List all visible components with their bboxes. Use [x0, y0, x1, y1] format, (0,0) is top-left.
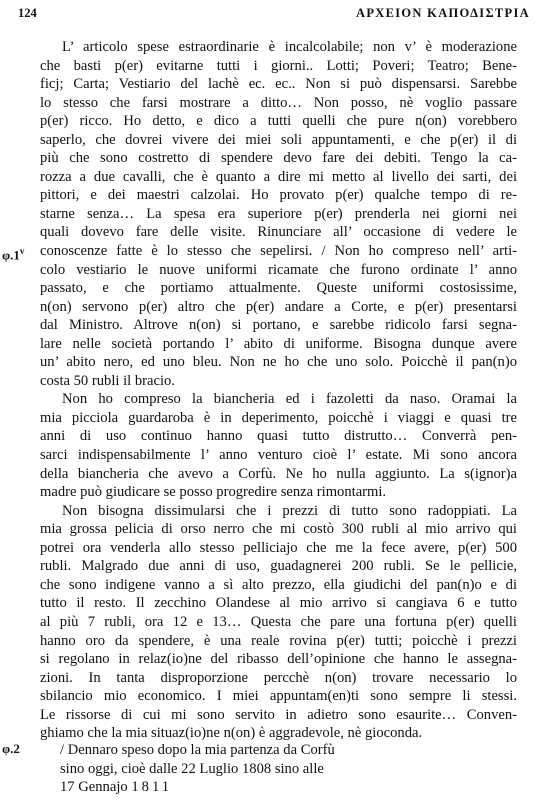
- text-line: al più 7 rubli, ora 12 e 13… Questa che pare una fortuna p(er) quelli: [40, 613, 517, 630]
- text-line: sbilancio mio economico. I miei appuntam(en)ti sono sempre li stessi.: [40, 688, 517, 705]
- text-line: Non bisogna dissimularsi che i prezzi di tutto sono radoppiati. La: [62, 502, 517, 519]
- section-2: [60, 741, 335, 797]
- text-line: ghiamo che la mia situaz(io)ne n(on) è aggradevole, nè gioconda.: [40, 725, 423, 742]
- text-line: della biancheria che avevo a Corfù. Ne ho nulla aggiunto. La s(ignor)a: [40, 465, 517, 482]
- text-line: un’ abito nero, ed uno bleu. Non ne ho che uno solo. Poicchè il pan(n)o: [40, 354, 517, 371]
- text-line: L’ articolo spese estraordinarie è incalcolabile; non v’ è moderazione: [62, 39, 517, 55]
- main-text: [2, 38, 517, 743]
- text-line: dal Ministro. Altrove n(on) si portano, e sarebbe ridicolo farsi segna-: [40, 317, 517, 334]
- text-line: lare nelle società portando l’ abito di uniforme. Bisogna dunque avere: [40, 335, 517, 352]
- text-line-content: conoscenze fatte è lo stesso che sepelirsi. / Non ho compreso nell’ arti-: [40, 243, 517, 260]
- text-line: si regolano in relaz(io)ne del ribasso dell’opinione che hanno le assegna-: [40, 651, 517, 668]
- date-prefix: 17 Gennajo: [60, 779, 128, 796]
- text-line: p(er) ricco. Ho detto, e dico a tutti quelli che pure n(on) vorebbero: [40, 113, 517, 130]
- text-line: pittori, e dei maestri calzolai. Ho provato p(er) qualche tempo di re-: [40, 187, 517, 204]
- text-line: zioni. In tanta disproporzione percchè n(on) trovare necessario lo: [40, 669, 517, 686]
- folio-verso-mark: v: [19, 246, 25, 257]
- text-line: più che sono costretto di spendere devo fare dei debiti. Tengo la ca-: [40, 150, 517, 167]
- text-line: colo vestiario le nuove uniformi ricamate che furono ordinate l’ anno: [40, 261, 517, 278]
- text-line: potrei ora venderla allo stesso pelliciajo che me la fece avere, p(er) 500: [40, 539, 517, 556]
- text-line: rubli. Malgrado due anni di uso, guadagnerei 200 rubli. Se le pellicie,: [40, 558, 517, 575]
- text-line: sarci indispensabilmente l’ anno venturo cioè l’ estate. Mi sono ancora: [40, 447, 517, 464]
- margin-note-folio-2: φ.2: [2, 741, 20, 756]
- text-line: anni di uso continuo hanno quasi tutto distrutto… Converrà pen-: [40, 428, 517, 445]
- text-line: / Dennaro speso dopo la mia partenza da Corfù: [60, 742, 335, 758]
- text-line: saperlo, che dovrei vivere dei miei soli appuntamenti, e che p(er) il di: [40, 131, 517, 148]
- page-header: [18, 6, 530, 26]
- text-line: lo stesso che farsi mostrare a ditto… Non posso, nè voglio passare: [40, 94, 517, 111]
- paragraph-3: [40, 502, 517, 743]
- text-line: hanno oro da spendere, è una reale rovina p(er) tutti; poicchè i prezzi: [40, 632, 517, 649]
- text-line: che sono indigene vanno a sì alto prezzo, ella giudichi del pan(n)o e di: [40, 576, 517, 593]
- page-number: 124: [18, 6, 37, 20]
- text-line: passato, e che portiamo attualmente. Queste uniformi costosissime,: [40, 280, 517, 297]
- text-line: ficj; Carta; Vestiario del lachè ec. ec.. Non si può dispensarsi. Sarebbe: [40, 76, 517, 93]
- text-line: madre può giudicare se posso progredire senza rimontarmi.: [40, 484, 387, 501]
- text-line: sino oggi, cioè dalle 22 Luglio 1808 sino alle: [60, 760, 324, 777]
- text-line: quali dovevo fare delle visite. Rinunciare all’ occasione di vedere le: [40, 224, 517, 241]
- date-line: [60, 778, 335, 797]
- margin-note-folio-1v: φ.1$^v$: [2, 246, 25, 263]
- running-head: ΑΡΧΕΙΟΝ ΚΑΠΟΔΙΣΤΡΙΑ: [356, 6, 530, 20]
- text-line: Non ho compreso la biancheria ed i fazoletti da naso. Oramai la: [62, 391, 517, 408]
- paragraph-1: [2, 38, 517, 390]
- text-line: mia grossa pelicia di orso nerro che mi costò 300 rubli al mio arrivo qui: [40, 521, 517, 538]
- paragraph-2: [40, 390, 517, 501]
- text-line: [2, 242, 517, 263]
- date-year: 1811: [131, 779, 172, 796]
- text-line: Le rissorse di cui mi sono servito in adietro sono esaurite… Conven-: [40, 706, 517, 723]
- text-line: costa 50 rubli il bracio.: [40, 372, 175, 389]
- text-line: che basti p(er) evitarne tutti i giorni.. Lotti; Poveri; Teatro; Bene-: [40, 57, 517, 74]
- text-line: n(on) servono p(er) altro che p(er) andare a Corte, e p(er) presentarsi: [40, 298, 517, 315]
- text-line: mia picciola guardaroba è in deperimento, poicchè i viaggi e quasi tre: [40, 409, 517, 426]
- text-line: starne senza… La spesa era superiore p(er) prenderla nei giorni nei: [40, 205, 517, 222]
- text-line: rozza a due cavalli, che è quanto a dire mi metto al livello dei sarti, dei: [40, 168, 517, 185]
- text-line: tutto il resto. Il zecchino Olandese al mio arrivo si cangiava 6 e tutto: [40, 595, 517, 612]
